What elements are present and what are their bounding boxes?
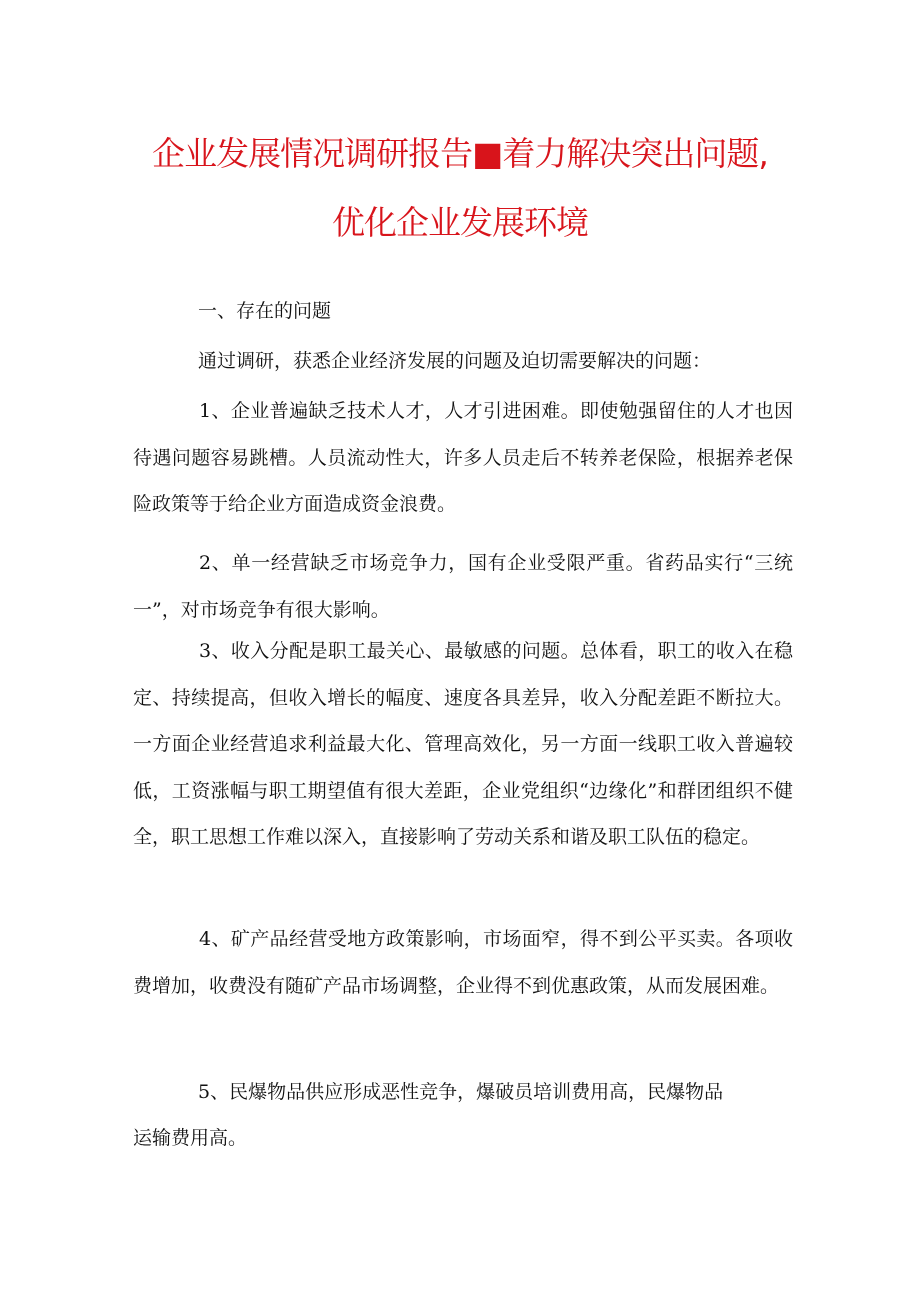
- paragraph-item-4: [133, 916, 793, 1009]
- paragraph-item-4-text: 4、矿产品经营受地方政策影响，市场面窄，得不到公平买卖。各项收费增加，收费没有随矿产品市场调整，企业得不到优惠政策，从而发展困难。: [133, 928, 793, 997]
- document-title-line-1: 企业发展情况调研报告■着力解决突出问题,: [152, 134, 768, 173]
- paragraph-item-3: [133, 628, 793, 861]
- paragraph-item-5-line-2: 运输费用高。: [133, 1127, 248, 1149]
- paragraph-item-2: [133, 540, 793, 633]
- intro-paragraph: 通过调研，获悉企业经济发展的问题及迫切需要解决的问题：: [198, 350, 712, 372]
- paragraph-item-2-text: 2、单一经营缺乏市场竞争力，国有企业受限严重。省药品实行“三统一”，对市场竞争有很大影响。: [133, 552, 793, 621]
- section-heading: 一、存在的问题: [198, 300, 332, 322]
- paragraph-item-1-text: 1、企业普遍缺乏技术人才，人才引进困难。即使勉强留住的人才也因待遇问题容易跳槽。人员流动性大，许多人员走后不转养老保险，根据养老保险政策等于给企业方面造成资金浪费。: [133, 400, 793, 515]
- document-title-line-2: 优化企业发展环境: [332, 203, 588, 242]
- paragraph-item-3-text: 3、收入分配是职工最关心、最敏感的问题。总体看，职工的收入在稳定、持续提高，但收入增长的幅度、速度各具差异，收入分配差距不断拉大。一方面企业经营追求利益最大化、管理高效化，另一方面一线职工收入普遍较低，工资涨幅与职工期望值有很大差距，企业党组织“边缘化”和群团组织不健全，职工思想工作难以深入，直接影响了劳动关系和谐及职工队伍的稳定。: [133, 640, 793, 848]
- paragraph-item-1: [133, 388, 793, 528]
- paragraph-item-5-line-1: 5、民爆物品供应形成恶性竞争，爆破员培训费用高，民爆物品: [198, 1081, 724, 1103]
